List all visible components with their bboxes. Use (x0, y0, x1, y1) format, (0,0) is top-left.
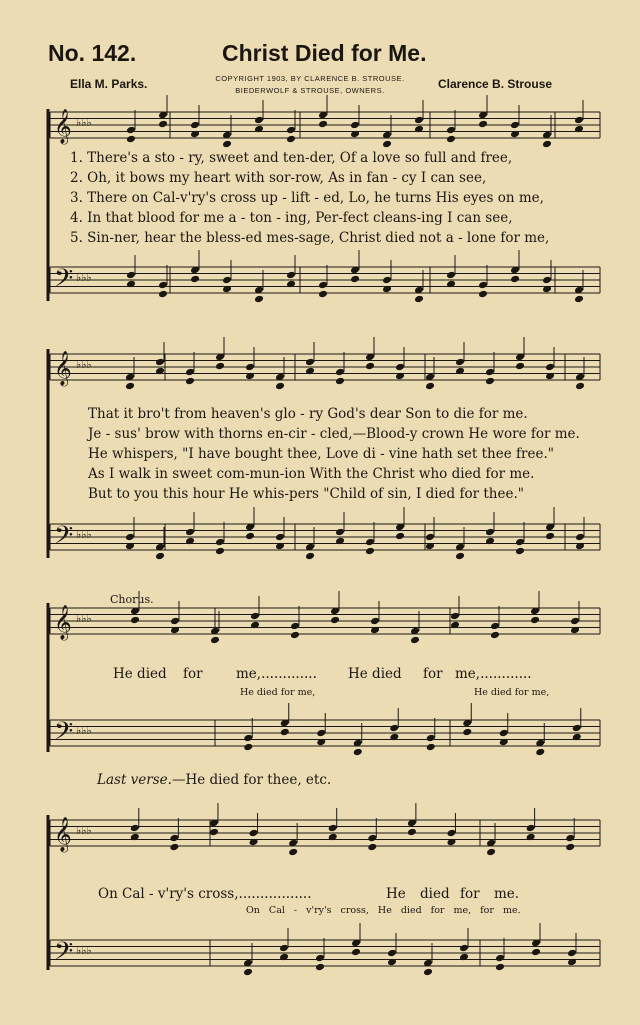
note-head (318, 281, 328, 290)
note-head (158, 120, 168, 129)
note-head (158, 290, 168, 299)
note-head (190, 130, 200, 139)
note-head (425, 382, 435, 391)
note-head (499, 729, 509, 738)
verse-line: Je - sus' brow with thorns en-cir - cled,—Blood-y crown He wore for me. (88, 426, 580, 442)
verse-line: 4. In that blood for me a - ton - ing, Per-fect cleans-ing I can see, (70, 210, 513, 226)
note-head (350, 275, 360, 284)
chorus-word: died (420, 886, 450, 902)
note-head (574, 116, 584, 125)
note-head (279, 944, 289, 953)
key-signature: ♭♭♭ (76, 116, 92, 129)
note-head (130, 833, 140, 842)
note-head (446, 135, 456, 144)
note-head (305, 358, 315, 367)
chorus-word: me. (494, 886, 520, 902)
last-verse-note (97, 770, 331, 790)
note-head (515, 538, 525, 547)
note-head (155, 358, 165, 367)
echo-phrase: He died for me, (474, 687, 550, 698)
echo-phrase: He died for me, (240, 687, 316, 698)
note-head (215, 547, 225, 556)
note-head (250, 621, 260, 630)
note-head (275, 382, 285, 391)
note-head (414, 125, 424, 134)
note-head (382, 276, 392, 285)
note-head (365, 547, 375, 556)
note-head (490, 631, 500, 640)
note-head (572, 733, 582, 742)
note-head (387, 958, 397, 967)
note-head (545, 363, 555, 372)
note-head (210, 636, 220, 645)
note-head (126, 126, 136, 135)
note-head (499, 738, 509, 747)
note-head (222, 285, 232, 294)
note-head (446, 829, 456, 838)
note-head (130, 824, 140, 833)
note-head (574, 295, 584, 304)
note-head (155, 552, 165, 561)
note-head (245, 363, 255, 372)
copyright-line-2: BIEDERWOLF & STROUSE, OWNERS. (235, 86, 385, 95)
note-head (245, 532, 255, 541)
note-head (222, 276, 232, 285)
note-head (243, 968, 253, 977)
note-head (389, 724, 399, 733)
note-head (249, 829, 259, 838)
note-head (570, 626, 580, 635)
clef: 𝄞 (54, 351, 72, 386)
note-head (286, 271, 296, 280)
note-head (169, 843, 179, 852)
chorus-word: for (423, 666, 443, 682)
note-head (254, 116, 264, 125)
note-head (490, 622, 500, 631)
note-head (575, 533, 585, 542)
note-head (130, 616, 140, 625)
verse-line: 1. There's a sto - ry, sweet and ten-der, Of a love so full and free, (70, 150, 513, 166)
key-signature: ♭♭♭ (76, 612, 92, 625)
note-head (350, 121, 360, 130)
lyricist: Ella M. Parks. (70, 77, 148, 91)
note-head (478, 290, 488, 299)
note-head (572, 724, 582, 733)
note-head (459, 953, 469, 962)
note-head (370, 626, 380, 635)
note-head (245, 372, 255, 381)
note-head (288, 848, 298, 857)
key-signature: ♭♭♭ (76, 944, 92, 957)
note-head (446, 838, 456, 847)
note-head (575, 542, 585, 551)
note-head (243, 734, 253, 743)
note-head (530, 616, 540, 625)
note-head (455, 552, 465, 561)
verse-line: 3. There on Cal-v'ry's cross up - lift - ed, Lo, he turns His eyes on me, (70, 190, 544, 206)
note-head (365, 538, 375, 547)
note-head (353, 748, 363, 757)
verse-line: That it bro't from heaven's glo - ry God's dear Son to die for me. (88, 406, 528, 422)
verse-line: But to you this hour He whis-pers "Child of sin, I died for thee." (88, 486, 524, 502)
note-head (450, 621, 460, 630)
chorus-label: Chorus. (110, 593, 154, 606)
note-head (367, 834, 377, 843)
note-head (335, 368, 345, 377)
copyright-line-1: COPYRIGHT 1903, BY CLARENCE B. STROUSE. (215, 74, 405, 83)
note-head (190, 121, 200, 130)
chorus-word: He died (348, 666, 402, 682)
clef: 𝄞 (54, 605, 72, 640)
note-head (455, 367, 465, 376)
note-head (330, 616, 340, 625)
note-head (515, 362, 525, 371)
note-head (170, 617, 180, 626)
note-head (485, 528, 495, 537)
note-head (495, 954, 505, 963)
note-head (305, 367, 315, 376)
note-head (542, 140, 552, 149)
note-head (526, 824, 536, 833)
clef: 𝄢 (54, 937, 74, 972)
clef: 𝄢 (54, 717, 74, 752)
note-head (526, 833, 536, 842)
chorus-word: On Cal - v'ry's cross,................. (98, 886, 312, 902)
verses-part-2 (88, 404, 580, 504)
copyright-notice (190, 73, 430, 97)
note-head (395, 363, 405, 372)
key-signature: ♭♭♭ (76, 358, 92, 371)
note-head (254, 295, 264, 304)
note-head (425, 542, 435, 551)
note-head (350, 130, 360, 139)
note-head (243, 743, 253, 752)
note-head (567, 958, 577, 967)
note-head (542, 285, 552, 294)
echo-phrase: On Cal - v'ry's cross, He died for me, for me. (246, 905, 521, 916)
note-head (382, 285, 392, 294)
note-head (414, 116, 424, 125)
note-head (126, 135, 136, 144)
note-head (335, 528, 345, 537)
note-head (446, 126, 456, 135)
note-head (370, 617, 380, 626)
note-head (328, 833, 338, 842)
note-head (425, 533, 435, 542)
note-head (316, 738, 326, 747)
key-signature: ♭♭♭ (76, 824, 92, 837)
chorus-word: me,............ (455, 666, 532, 682)
clef: 𝄢 (54, 521, 74, 556)
note-head (286, 280, 296, 289)
note-head (459, 944, 469, 953)
note-head (515, 547, 525, 556)
verse-line: As I walk in sweet com-mun-ion With the Christ who died for me. (88, 466, 535, 482)
note-head (426, 734, 436, 743)
note-head (462, 728, 472, 737)
note-head (185, 528, 195, 537)
note-head (170, 626, 180, 635)
verses-part-1 (70, 148, 549, 248)
note-head (275, 533, 285, 542)
note-head (335, 537, 345, 546)
note-head (446, 271, 456, 280)
note-head (286, 126, 296, 135)
note-head (542, 276, 552, 285)
chorus-word: He died (113, 666, 167, 682)
note-head (567, 949, 577, 958)
note-head (215, 362, 225, 371)
note-head (545, 372, 555, 381)
note-head (249, 838, 259, 847)
note-head (410, 636, 420, 645)
note-head (575, 382, 585, 391)
note-head (485, 368, 495, 377)
chorus-word: He (386, 886, 406, 902)
note-head (125, 542, 135, 551)
note-head (389, 733, 399, 742)
note-head (190, 275, 200, 284)
note-head (280, 728, 290, 737)
key-signature: ♭♭♭ (76, 528, 92, 541)
note-head (510, 130, 520, 139)
note-head (316, 729, 326, 738)
note-head (382, 140, 392, 149)
verse-line: 5. Sin-ner, hear the bless-ed mes-sage, Christ died not a - lone for me, (70, 230, 550, 246)
note-head (185, 368, 195, 377)
note-head (158, 281, 168, 290)
note-head (351, 948, 361, 957)
note-head (328, 824, 338, 833)
note-head (395, 372, 405, 381)
note-head (446, 280, 456, 289)
note-head (318, 290, 328, 299)
note-head (315, 963, 325, 972)
note-head (286, 135, 296, 144)
note-head (215, 538, 225, 547)
composer: Clarence B. Strouse (438, 77, 553, 91)
note-head (367, 843, 377, 852)
note-head (478, 120, 488, 129)
note-head (169, 834, 179, 843)
note-head (423, 968, 433, 977)
note-head (565, 834, 575, 843)
note-head (315, 954, 325, 963)
last-verse-label: Last verse. (97, 772, 172, 788)
key-signature: ♭♭♭ (76, 271, 92, 284)
note-head (486, 848, 496, 857)
verse-line: 2. Oh, it bows my heart with sor-row, As in fan - cy I can see, (70, 170, 487, 186)
chorus-word: me,............. (236, 666, 317, 682)
last-verse-text: —He died for thee, etc. (171, 772, 332, 788)
note-head (125, 382, 135, 391)
note-head (275, 542, 285, 551)
chorus-word: for (460, 886, 480, 902)
note-head (185, 377, 195, 386)
note-head (290, 631, 300, 640)
note-head (485, 377, 495, 386)
clef: 𝄢 (54, 264, 74, 299)
note-head (126, 271, 136, 280)
note-head (407, 828, 417, 837)
note-head (222, 140, 232, 149)
note-head (365, 362, 375, 371)
note-head (126, 280, 136, 289)
note-head (574, 125, 584, 134)
note-head (250, 612, 260, 621)
note-head (290, 622, 300, 631)
chorus-word: for (183, 666, 203, 682)
note-head (395, 532, 405, 541)
note-head (565, 843, 575, 852)
note-head (185, 537, 195, 546)
hymn-title: Christ Died for Me. (222, 40, 427, 66)
note-head (318, 120, 328, 129)
note-head (478, 281, 488, 290)
note-head (305, 552, 315, 561)
note-head (279, 953, 289, 962)
note-head (485, 537, 495, 546)
note-head (455, 358, 465, 367)
note-head (535, 748, 545, 757)
note-head (450, 612, 460, 621)
note-head (545, 532, 555, 541)
note-head (510, 121, 520, 130)
note-head (387, 949, 397, 958)
note-head (495, 963, 505, 972)
note-head (414, 295, 424, 304)
note-head (531, 948, 541, 957)
clef: 𝄞 (54, 817, 72, 852)
note-head (125, 533, 135, 542)
note-head (510, 275, 520, 284)
note-head (570, 617, 580, 626)
note-head (155, 367, 165, 376)
verse-line: He whispers, "I have bought thee, Love di - vine hath set thee free." (88, 446, 554, 462)
note-head (426, 743, 436, 752)
note-head (335, 377, 345, 386)
clef: 𝄞 (54, 109, 72, 144)
key-signature: ♭♭♭ (76, 724, 92, 737)
note-head (254, 125, 264, 134)
hymn-number: No. 142. (48, 40, 137, 66)
